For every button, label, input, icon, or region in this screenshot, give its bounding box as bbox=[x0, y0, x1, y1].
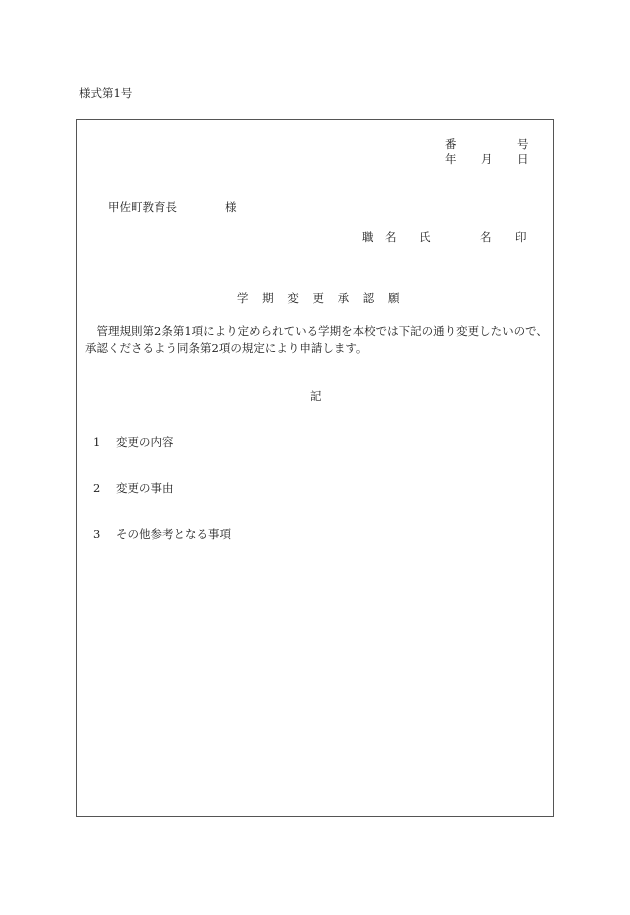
day-label: 日 bbox=[517, 152, 529, 166]
application-form-frame bbox=[76, 119, 554, 817]
item-number: 3 bbox=[93, 527, 101, 541]
list-item-other bbox=[93, 526, 231, 542]
title-char: 更 bbox=[312, 291, 324, 305]
title-char: 承 bbox=[337, 291, 350, 305]
addressee-honorific: 様 bbox=[225, 200, 237, 214]
applicant-label-2: 名 bbox=[385, 230, 397, 244]
year-label: 年 bbox=[445, 152, 457, 166]
document-title bbox=[232, 290, 404, 306]
seal-label: 印 bbox=[515, 230, 527, 244]
application-body: 管理規則第2条第1項により定められている学期を本校では下記の通り変更したいので、承認くださるよう同条第2項の規定により申請します。 bbox=[85, 324, 548, 355]
title-char: 変 bbox=[287, 291, 299, 305]
item-number: 2 bbox=[93, 481, 101, 495]
applicant-label-3: 氏 bbox=[419, 230, 431, 244]
title-char: 学 bbox=[237, 291, 249, 305]
item-label: 変更の内容 bbox=[115, 435, 174, 449]
title-char: 認 bbox=[362, 291, 375, 305]
applicant-label-4: 名 bbox=[480, 230, 492, 244]
ki-label: 記 bbox=[310, 389, 322, 403]
item-label: 変更の事由 bbox=[115, 481, 174, 495]
list-item-content bbox=[93, 434, 173, 450]
addressee-name: 甲佐町教育長 bbox=[108, 200, 177, 214]
applicant-label-1: 職 bbox=[362, 230, 374, 244]
month-label: 月 bbox=[481, 152, 493, 166]
form-number: 様式第1号 bbox=[79, 86, 133, 100]
number-label: 番 bbox=[445, 137, 457, 151]
item-number: 1 bbox=[93, 435, 101, 449]
item-label: その他参考となる事項 bbox=[115, 527, 231, 541]
title-char: 願 bbox=[387, 291, 400, 305]
list-item-reason bbox=[93, 480, 173, 496]
title-char: 期 bbox=[262, 291, 274, 305]
number-suffix: 号 bbox=[517, 137, 529, 151]
